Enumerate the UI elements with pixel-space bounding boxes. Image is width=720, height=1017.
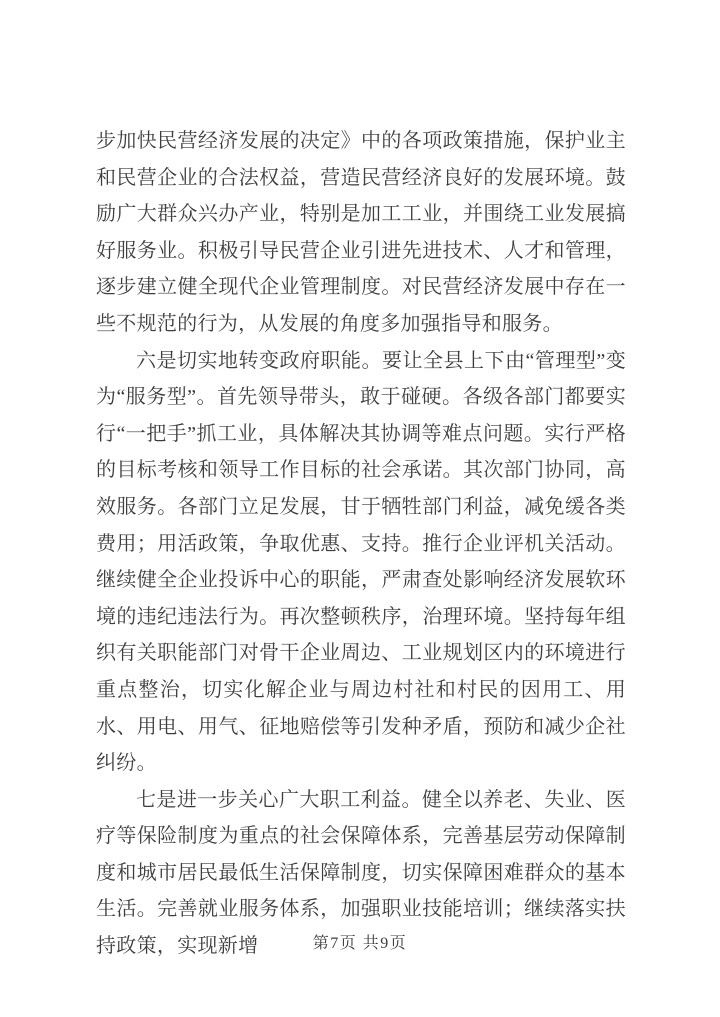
document-text-block bbox=[96, 123, 626, 965]
page-number-label: 第7页 共9页 bbox=[312, 935, 408, 952]
page-footer bbox=[0, 933, 720, 955]
paragraph-item-seven: 七是进一步关心广大职工利益。健全以养老、失业、医疗等保险制度为重点的社会保障体系，完善基层劳动保障制度和城市居民最低生活保障制度，切实保障困难群众的基本生活。完善就业服务体系，加强职业技能培训；继续落实扶持政策，实现新增 bbox=[96, 788, 626, 958]
paragraph-item-six: 六是切实地转变政府职能。要让全县上下由“管理型”变为“服务型”。首先领导带头，敢于碰硬。各级各部门都要实行“一把手”抓工业，具体解决其协调等难点问题。实行严格的目标考核和领导工作目标的社会承诺。其次部门协同，高效服务。各部门立足发展，甘于牺牲部门利益，减免缓各类费用；用活政策，争取优惠、支持。推行企业评机关活动。继续健全企业投诉中心的职能，严肃查处影响经济发展软环境的违纪违法行为。再次整顿秩序，治理环境。坚持每年组织有关职能部门对骨干企业周边、工业规划区内的环境进行重点整治，切实化解企业与周边村社和村民的因用工、用水、用电、用气、征地赔偿等引发种矛盾，预防和减少企社纠纷。 bbox=[96, 349, 626, 775]
paragraph-continuation: 步加快民营经济发展的决定》中的各项政策措施，保护业主和民营企业的合法权益，营造民营经济良好的发展环境。鼓励广大群众兴办产业，特别是加工工业，并围绕工业发展搞好服务业。积极引导民营企业引进先进技术、人才和管理，逐步建立健全现代企业管理制度。对民营经济发展中存在一些不规范的行为，从发展的角度多加强指导和服务。 bbox=[96, 130, 626, 335]
